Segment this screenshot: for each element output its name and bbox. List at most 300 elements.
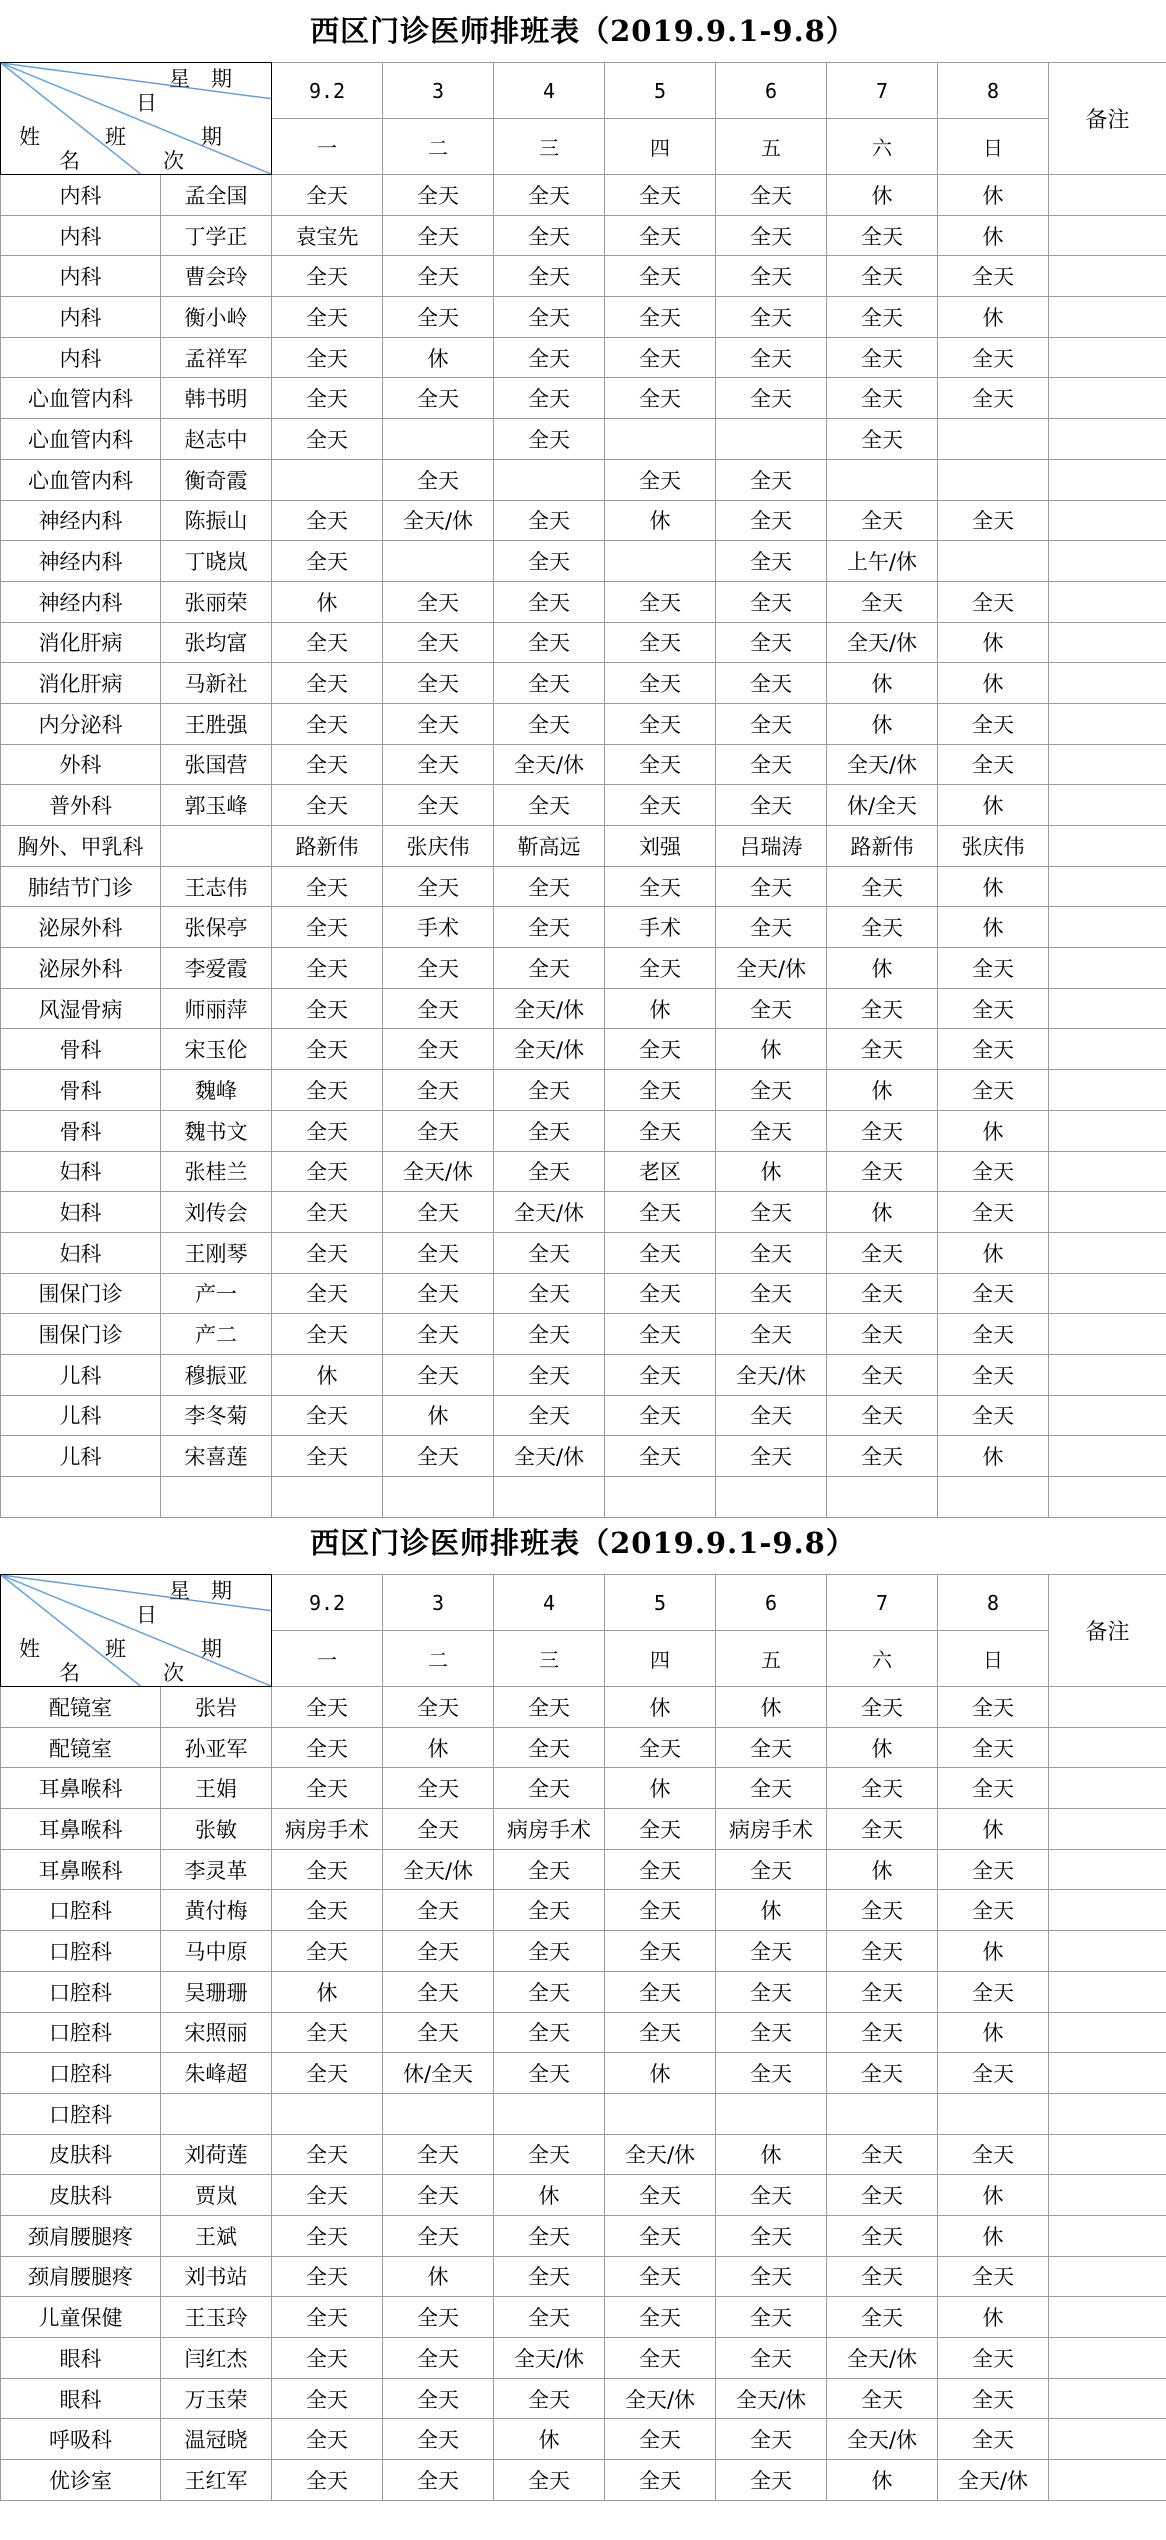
shift-cell: 全天 [383, 1971, 494, 2012]
doctor-cell: 贾岚 [161, 2175, 272, 2216]
doctor-cell: 孙亚军 [161, 1727, 272, 1768]
shift-cell: 全天 [605, 215, 716, 256]
shift-cell: 休 [827, 1727, 938, 1768]
shift-cell: 休 [827, 663, 938, 704]
table-row [1, 1151, 1166, 1192]
shift-cell: 全天 [272, 541, 383, 582]
shift-cell: 全天 [272, 1151, 383, 1192]
shift-cell [605, 541, 716, 582]
table-row [1, 785, 1166, 826]
note-cell [1049, 2297, 1166, 2338]
shift-cell: 刘强 [605, 826, 716, 867]
shift-cell: 全天 [938, 1971, 1049, 2012]
shift-cell: 休 [494, 2419, 605, 2460]
shift-cell: 全天 [383, 1809, 494, 1850]
dept-cell: 胸外、甲乳科 [1, 826, 161, 867]
shift-cell: 全天/休 [605, 2378, 716, 2419]
note-cell [1049, 1768, 1166, 1809]
shift-cell: 全天 [938, 337, 1049, 378]
table-row [1, 337, 1166, 378]
shift-cell: 全天 [716, 1070, 827, 1111]
shift-cell: 全天 [938, 1314, 1049, 1355]
shift-cell: 全天 [827, 1931, 938, 1972]
corner-label-ming: 名 [59, 1661, 80, 1685]
shift-cell: 休 [827, 2460, 938, 2501]
dept-cell: 心血管内科 [1, 378, 161, 419]
shift-cell: 全天 [494, 1768, 605, 1809]
weekday-header-cell: 日 [938, 1631, 1049, 1687]
shift-cell: 全天 [605, 1890, 716, 1931]
shift-cell: 全天 [383, 1314, 494, 1355]
shift-cell: 全天 [716, 500, 827, 541]
shift-cell: 全天 [827, 378, 938, 419]
dept-cell: 口腔科 [1, 1971, 161, 2012]
weekday-header-cell: 一 [272, 1631, 383, 1687]
shift-cell: 全天 [605, 1192, 716, 1233]
date-header-cell: 9.2 [272, 63, 383, 119]
doctor-cell: 宋玉伦 [161, 1029, 272, 1070]
shift-cell: 全天/休 [494, 744, 605, 785]
date-header-cell: 8 [938, 1575, 1049, 1631]
shift-cell: 全天 [716, 1110, 827, 1151]
doctor-cell: 陈振山 [161, 500, 272, 541]
note-cell [1049, 2215, 1166, 2256]
shift-cell: 全天 [938, 2256, 1049, 2297]
shift-cell: 休 [938, 907, 1049, 948]
shift-cell: 全天 [827, 1687, 938, 1728]
note-cell [1049, 1070, 1166, 1111]
corner-label-shift: 班 [105, 1637, 126, 1661]
shift-cell: 全天 [605, 785, 716, 826]
note-cell [1049, 2419, 1166, 2460]
shift-cell: 全天 [272, 337, 383, 378]
shift-cell: 全天 [827, 2053, 938, 2094]
note-header-cell: 备注 [1049, 63, 1166, 175]
table-row [1, 1232, 1166, 1273]
shift-cell: 休 [938, 866, 1049, 907]
shift-cell: 全天 [605, 2215, 716, 2256]
doctor-cell: 王玉玲 [161, 2297, 272, 2338]
doctor-cell: 衡小岭 [161, 297, 272, 338]
shift-cell: 全天 [716, 2012, 827, 2053]
shift-cell [272, 459, 383, 500]
note-cell [1049, 2012, 1166, 2053]
sheet-title: 西区门诊医师排班表（2019.9.1-9.8） [310, 14, 856, 48]
table-row [1, 2378, 1166, 2419]
table-row [1, 500, 1166, 541]
shift-cell: 全天 [383, 622, 494, 663]
shift-cell: 全天 [494, 1687, 605, 1728]
shift-cell: 休 [827, 175, 938, 216]
shift-cell: 全天 [938, 1029, 1049, 1070]
shift-cell: 全天 [383, 378, 494, 419]
shift-cell: 全天 [494, 297, 605, 338]
dept-cell: 肺结节门诊 [1, 866, 161, 907]
shift-cell: 全天 [605, 2256, 716, 2297]
note-cell [1049, 2256, 1166, 2297]
corner-label-week: 星 期 [169, 1579, 232, 1603]
shift-cell: 全天 [716, 1931, 827, 1972]
doctor-cell: 产一 [161, 1273, 272, 1314]
corner-label-week: 星 期 [169, 67, 232, 91]
shift-cell: 休 [938, 1931, 1049, 1972]
shift-cell: 休/全天 [827, 785, 938, 826]
shift-cell: 全天 [272, 2378, 383, 2419]
shift-cell: 全天 [605, 1273, 716, 1314]
shift-cell: 全天 [383, 1029, 494, 1070]
table-row [1, 1070, 1166, 1111]
doctor-cell: 温冠晓 [161, 2419, 272, 2460]
dept-cell: 呼吸科 [1, 2419, 161, 2460]
shift-cell: 全天 [272, 256, 383, 297]
table-row [1, 1971, 1166, 2012]
shift-cell: 全天 [716, 2297, 827, 2338]
dept-cell: 儿科 [1, 1436, 161, 1477]
shift-cell: 休 [938, 622, 1049, 663]
doctor-cell: 朱峰超 [161, 2053, 272, 2094]
table-row [1, 1849, 1166, 1890]
dept-cell: 口腔科 [1, 1890, 161, 1931]
doctor-cell: 张保亭 [161, 907, 272, 948]
shift-cell: 全天 [383, 2378, 494, 2419]
table-row [1, 541, 1166, 582]
shift-cell: 全天 [383, 663, 494, 704]
shift-cell: 全天 [605, 1931, 716, 1972]
shift-cell: 全天 [383, 2134, 494, 2175]
note-cell [1049, 1436, 1166, 1477]
note-cell [1049, 419, 1166, 460]
shift-cell: 全天 [383, 1436, 494, 1477]
table-row [1, 378, 1166, 419]
shift-cell: 全天 [605, 2297, 716, 2338]
shift-cell: 全天 [494, 2378, 605, 2419]
doctor-cell: 赵志中 [161, 419, 272, 460]
doctor-cell: 王刚琴 [161, 1232, 272, 1273]
shift-cell: 全天 [272, 2419, 383, 2460]
shift-cell: 全天 [605, 337, 716, 378]
weekday-header-cell: 三 [494, 1631, 605, 1687]
shift-cell: 全天 [827, 2175, 938, 2216]
shift-cell: 全天 [494, 215, 605, 256]
schedule-table [0, 1574, 1166, 2501]
note-cell [1049, 1890, 1166, 1931]
doctor-cell: 王娟 [161, 1768, 272, 1809]
shift-cell: 全天 [716, 622, 827, 663]
shift-cell: 全天 [605, 256, 716, 297]
table-row [1, 2175, 1166, 2216]
shift-cell: 全天/休 [716, 2378, 827, 2419]
date-header-cell: 3 [383, 63, 494, 119]
shift-cell: 全天 [827, 1314, 938, 1355]
shift-cell: 休 [827, 1192, 938, 1233]
shift-cell: 全天 [938, 2378, 1049, 2419]
shift-cell: 全天 [272, 988, 383, 1029]
shift-cell: 全天 [272, 663, 383, 704]
note-cell [1049, 1151, 1166, 1192]
shift-cell: 全天 [272, 2053, 383, 2094]
shift-cell: 全天 [383, 215, 494, 256]
note-cell [1049, 2134, 1166, 2175]
dept-cell: 眼科 [1, 2338, 161, 2379]
shift-cell: 全天 [272, 2297, 383, 2338]
shift-cell: 全天 [383, 2419, 494, 2460]
shift-cell: 全天 [605, 175, 716, 216]
shift-cell: 全天 [827, 1890, 938, 1931]
doctor-cell: 张均富 [161, 622, 272, 663]
shift-cell: 休 [716, 1890, 827, 1931]
header-row-dates [1, 63, 1166, 119]
shift-cell: 全天 [272, 1890, 383, 1931]
corner-label-ming: 名 [59, 149, 80, 173]
table-row [1, 948, 1166, 989]
note-cell [1049, 1849, 1166, 1890]
table-row [1, 459, 1166, 500]
shift-cell: 全天 [827, 297, 938, 338]
shift-cell: 全天 [605, 744, 716, 785]
shift-cell: 全天 [716, 2175, 827, 2216]
shift-cell: 全天 [494, 1890, 605, 1931]
shift-cell: 全天 [605, 2012, 716, 2053]
weekday-header-cell: 四 [605, 1631, 716, 1687]
shift-cell: 全天 [272, 1395, 383, 1436]
shift-cell: 全天 [272, 1931, 383, 1972]
shift-cell: 全天 [716, 2053, 827, 2094]
shift-cell: 全天 [827, 500, 938, 541]
shift-cell: 全天 [383, 1931, 494, 1972]
shift-cell: 全天 [272, 378, 383, 419]
shift-cell: 全天 [494, 2460, 605, 2501]
shift-cell: 全天 [494, 2012, 605, 2053]
date-header-cell: 8 [938, 63, 1049, 119]
shift-cell: 全天 [716, 988, 827, 1029]
date-header-cell: 5 [605, 63, 716, 119]
shift-cell: 休 [938, 1809, 1049, 1850]
shift-cell: 全天 [827, 1768, 938, 1809]
shift-cell: 老区 [605, 1151, 716, 1192]
shift-cell: 全天 [605, 2460, 716, 2501]
shift-cell: 全天/休 [383, 1151, 494, 1192]
shift-cell: 全天 [605, 1070, 716, 1111]
shift-cell: 吕瑞涛 [716, 826, 827, 867]
shift-cell: 全天 [383, 948, 494, 989]
doctor-cell: 魏峰 [161, 1070, 272, 1111]
table-row [1, 2215, 1166, 2256]
shift-cell: 手术 [605, 907, 716, 948]
shift-cell: 袁宝先 [272, 215, 383, 256]
shift-cell: 全天 [605, 2419, 716, 2460]
shift-cell: 休 [605, 988, 716, 1029]
shift-cell: 全天 [383, 1687, 494, 1728]
shift-cell: 全天 [605, 1971, 716, 2012]
shift-cell: 全天 [605, 2175, 716, 2216]
shift-cell: 全天 [827, 2012, 938, 2053]
shift-cell: 全天 [827, 337, 938, 378]
shift-cell: 全天 [716, 663, 827, 704]
weekday-header-cell: 一 [272, 119, 383, 175]
dept-cell: 风湿骨病 [1, 988, 161, 1029]
note-cell [1049, 948, 1166, 989]
table-row [1, 1395, 1166, 1436]
shift-cell: 全天 [605, 378, 716, 419]
table-row [1, 2256, 1166, 2297]
shift-cell: 全天 [494, 1070, 605, 1111]
shift-cell: 全天 [494, 948, 605, 989]
note-cell [1049, 1809, 1166, 1850]
doctor-cell: 闫红杰 [161, 2338, 272, 2379]
header-row-dates [1, 1575, 1166, 1631]
dept-cell: 口腔科 [1, 2093, 161, 2134]
shift-cell: 休 [938, 175, 1049, 216]
shift-cell: 全天/休 [605, 2134, 716, 2175]
shift-cell: 全天 [494, 581, 605, 622]
table-row [1, 826, 1166, 867]
note-cell [1049, 703, 1166, 744]
shift-cell: 休 [272, 1354, 383, 1395]
doctor-cell: 王红军 [161, 2460, 272, 2501]
shift-cell: 全天 [494, 2215, 605, 2256]
shift-cell [494, 2093, 605, 2134]
shift-cell: 全天 [938, 500, 1049, 541]
table-row [1, 1314, 1166, 1355]
note-cell [1049, 175, 1166, 216]
dept-cell: 骨科 [1, 1110, 161, 1151]
shift-cell: 全天 [716, 744, 827, 785]
note-cell [1049, 785, 1166, 826]
shift-cell [938, 2093, 1049, 2134]
doctor-cell: 张敏 [161, 1809, 272, 1850]
note-cell [1049, 1931, 1166, 1972]
doctor-cell: 魏书文 [161, 1110, 272, 1151]
shift-cell: 全天 [383, 744, 494, 785]
shift-cell: 全天 [383, 2215, 494, 2256]
table-row [1, 2297, 1166, 2338]
shift-cell: 全天 [716, 459, 827, 500]
doctor-cell: 马新社 [161, 663, 272, 704]
shift-cell: 全天 [272, 1232, 383, 1273]
table-row [1, 215, 1166, 256]
table-row [1, 663, 1166, 704]
dept-cell: 皮肤科 [1, 2175, 161, 2216]
corner-label-period: 期 [201, 1637, 222, 1661]
table-row [1, 988, 1166, 1029]
shift-cell: 全天 [272, 419, 383, 460]
shift-cell: 全天 [716, 2419, 827, 2460]
doctor-cell: 宋喜莲 [161, 1436, 272, 1477]
shift-cell: 全天 [938, 1727, 1049, 1768]
shift-cell: 全天 [716, 703, 827, 744]
shift-cell: 休/全天 [383, 2053, 494, 2094]
shift-cell: 全天 [716, 1768, 827, 1809]
shift-cell: 全天 [272, 297, 383, 338]
shift-cell [938, 459, 1049, 500]
shift-cell: 全天 [827, 988, 938, 1029]
shift-cell: 全天 [716, 1436, 827, 1477]
shift-cell: 全天 [272, 1070, 383, 1111]
shift-cell: 全天 [938, 1849, 1049, 1890]
shift-cell: 全天 [383, 1192, 494, 1233]
table-row [1, 1354, 1166, 1395]
doctor-cell: 穆振亚 [161, 1354, 272, 1395]
dept-cell: 优诊室 [1, 2460, 161, 2501]
doctor-cell: 王胜强 [161, 703, 272, 744]
table-row [1, 1809, 1166, 1850]
shift-cell: 全天 [827, 2134, 938, 2175]
shift-cell: 全天 [827, 1436, 938, 1477]
note-cell [1049, 2093, 1166, 2134]
shift-cell: 休 [938, 785, 1049, 826]
shift-cell: 全天 [494, 1395, 605, 1436]
shift-cell: 全天 [272, 1436, 383, 1477]
shift-cell: 全天 [494, 1971, 605, 2012]
shift-cell: 休 [605, 1768, 716, 1809]
shift-cell: 全天/休 [494, 2338, 605, 2379]
note-header-cell: 备注 [1049, 1575, 1166, 1687]
shift-cell: 全天 [716, 785, 827, 826]
note-cell [1049, 1971, 1166, 2012]
shift-cell [716, 419, 827, 460]
shift-cell: 上午/休 [827, 541, 938, 582]
shift-cell: 全天 [494, 1151, 605, 1192]
dept-cell: 耳鼻喉科 [1, 1768, 161, 1809]
shift-cell: 全天/休 [494, 988, 605, 1029]
shift-cell: 全天 [938, 1395, 1049, 1436]
note-cell [1049, 500, 1166, 541]
shift-cell: 全天 [716, 2338, 827, 2379]
doctor-cell: 李灵革 [161, 1849, 272, 1890]
shift-cell [938, 541, 1049, 582]
weekday-header-cell: 六 [827, 119, 938, 175]
shift-cell: 休 [272, 1971, 383, 2012]
shift-cell: 全天 [494, 419, 605, 460]
corner-label-name: 姓 [19, 125, 40, 149]
shift-cell: 休 [827, 948, 938, 989]
shift-cell: 全天 [827, 1232, 938, 1273]
note-cell [1049, 622, 1166, 663]
table-row [1, 1727, 1166, 1768]
shift-cell: 全天 [494, 1273, 605, 1314]
shift-cell: 全天 [938, 2053, 1049, 2094]
dept-cell: 内分泌科 [1, 703, 161, 744]
shift-cell: 全天 [272, 703, 383, 744]
shift-cell: 全天/休 [716, 1354, 827, 1395]
shift-cell: 全天 [827, 2215, 938, 2256]
doctor-cell: 衡奇霞 [161, 459, 272, 500]
table-row [1, 744, 1166, 785]
shift-cell: 全天 [272, 907, 383, 948]
shift-cell: 全天 [938, 581, 1049, 622]
shift-cell: 全天/休 [938, 2460, 1049, 2501]
shift-cell: 全天 [827, 581, 938, 622]
shift-cell: 全天/休 [827, 2419, 938, 2460]
weekday-header-cell: 二 [383, 1631, 494, 1687]
shift-cell: 全天 [383, 1232, 494, 1273]
shift-cell: 全天 [272, 2215, 383, 2256]
shift-cell: 全天 [938, 2134, 1049, 2175]
shift-cell: 全天 [827, 1395, 938, 1436]
shift-cell: 休 [383, 337, 494, 378]
table-row [1, 2338, 1166, 2379]
shift-cell: 休 [716, 1687, 827, 1728]
shift-cell: 全天 [605, 1395, 716, 1436]
shift-cell: 全天 [938, 1354, 1049, 1395]
shift-cell: 休 [272, 581, 383, 622]
shift-cell: 全天 [494, 2297, 605, 2338]
doctor-cell: 马中原 [161, 1931, 272, 1972]
doctor-cell: 刘荷莲 [161, 2134, 272, 2175]
shift-cell: 全天 [716, 2460, 827, 2501]
shift-cell: 全天 [383, 988, 494, 1029]
table-row [1, 1687, 1166, 1728]
